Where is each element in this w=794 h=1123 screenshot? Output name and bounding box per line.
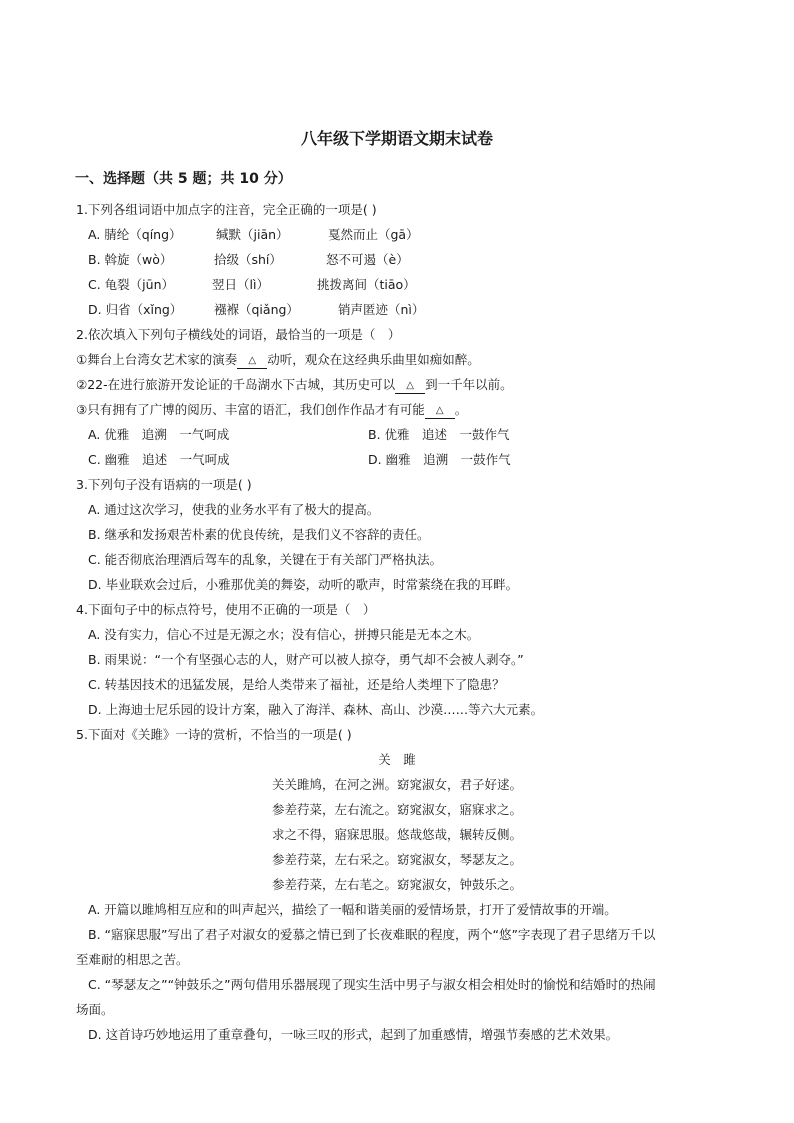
q2-blank-1[interactable] <box>237 356 267 369</box>
poem-line-1: 关关雎鸠，在河之洲。窈窕淑女，君子好逑。 <box>271 777 522 792</box>
q4-option-b[interactable]: B. 雨果说：“一个有坚强心志的人，财产可以被人掠夺，勇气却不会被人剥夺。” <box>88 652 524 667</box>
question-2-stem: 2.依次填入下列句子横线处的词语，最恰当的一项是（ ） <box>76 327 401 342</box>
poem-line-2: 参差荇菜，左右流之。窈窕淑女，寤寐求之。 <box>271 802 522 817</box>
q1-option-a[interactable] <box>88 227 419 243</box>
q2-option-d[interactable]: D. 幽雅 追溯 一鼓作气 <box>368 452 511 467</box>
question-5-stem: 5.下面对《关雎》一诗的赏析，不恰当的一项是( ) <box>76 727 352 742</box>
q1-b-part2: 拾级（shí） <box>214 252 282 267</box>
q4-option-c[interactable]: C. 转基因技术的迅猛发展，是给人类带来了福祉，还是给人类埋下了隐患？ <box>88 677 505 692</box>
q2-s3-text-after: 。 <box>454 402 468 417</box>
q3-option-d[interactable]: D. 毕业联欢会过后，小雅那优美的舞姿，动听的歌声，时常萦绕在我的耳畔。 <box>88 577 519 592</box>
q3-option-c[interactable]: C. 能否彻底治理酒后驾车的乱象，关键在于有关部门严格执法。 <box>88 552 443 567</box>
q1-a-part3: 戛然而止（gā） <box>328 227 419 242</box>
q5-option-c-line2[interactable]: 场面。 <box>76 1002 114 1017</box>
question-1-stem: 1.下列各组词语中加点字的注音，完全正确的一项是( ) <box>76 202 377 217</box>
q1-c-part3: 挑拨离间（tiāo） <box>317 277 416 292</box>
q2-option-c[interactable]: C. 幽雅 追述 一气呵成 <box>88 452 230 467</box>
q1-option-d[interactable] <box>88 302 425 318</box>
q1-d-part1: D. 归省（xǐng） <box>88 302 183 317</box>
q2-s3-text-before: ③只有拥有了广博的阅历、丰富的语汇，我们创作作品才有可能 <box>76 402 425 417</box>
q1-a-part2: 缄默（jiān） <box>216 227 289 242</box>
q2-option-b[interactable]: B. 优雅 追述 一鼓作气 <box>368 427 510 442</box>
q1-c-part1: C. 龟裂（jūn） <box>88 277 174 292</box>
poem-line-5: 参差荇菜，左右芼之。窈窕淑女，钟鼓乐之。 <box>271 877 522 892</box>
q1-a-part1: A. 腈纶（qíng） <box>88 227 182 242</box>
q5-option-b-line1[interactable]: B. “寤寐思服”写出了君子对淑女的爱慕之情已到了长夜难眠的程度，两个“悠”字表现了君子思绪万千以 <box>88 927 656 942</box>
poem-line-3: 求之不得，寤寐思服。悠哉悠哉，辗转反侧。 <box>271 827 522 842</box>
q2-s2-text-before: ②22-在进行旅游开发论证的千岛湖水下古城，其历史可以 <box>76 377 396 392</box>
q5-option-b-line2[interactable]: 至难耐的相思之苦。 <box>76 952 189 967</box>
q1-b-part1: B. 斡旋（wò） <box>88 252 173 267</box>
q5-option-c-line1[interactable]: C. “琴瑟友之”“钟鼓乐之”两句借用乐器展现了现实生活中男子与淑女相会相处时的愉悦和结婚时的热闹 <box>88 977 656 992</box>
q1-d-part3: 销声匿迹（nì） <box>338 302 425 317</box>
q4-option-a[interactable]: A. 没有实力，信心不过是无源之水；没有信心，拼搏只能是无本之木。 <box>88 627 480 642</box>
q2-blank-3[interactable] <box>425 406 455 419</box>
q3-option-b[interactable]: B. 继承和发扬艰苦朴素的优良传统，是我们义不容辞的责任。 <box>88 527 430 542</box>
question-4-stem: 4.下面句子中的标点符号，使用不正确的一项是（ ） <box>76 602 376 617</box>
q1-option-c[interactable] <box>88 277 416 293</box>
poem-title: 关 雎 <box>378 752 416 767</box>
section-heading: 一、选择题（共 5 题；共 10 分） <box>75 171 292 187</box>
q2-s1-text-before: ①舞台上台湾女艺术家的演奏 <box>76 352 238 367</box>
q1-b-part3: 怒不可遏（è） <box>326 252 409 267</box>
blank-mark-icon: △ <box>435 405 444 416</box>
q3-option-a[interactable]: A. 通过这次学习，使我的业务水平有了极大的提高。 <box>88 502 380 517</box>
page-title: 八年级下学期语文期末试卷 <box>300 129 493 148</box>
poem-line-4: 参差荇菜，左右采之。窈窕淑女，琴瑟友之。 <box>271 852 522 867</box>
q1-d-part2: 襁褓（qiǎng） <box>214 302 299 317</box>
q2-option-a[interactable]: A. 优雅 追溯 一气呵成 <box>88 427 230 442</box>
blank-mark-icon: △ <box>406 380 414 391</box>
q2-sentence-3 <box>76 402 467 419</box>
q2-s2-text-after: 到一千年以前。 <box>425 377 513 392</box>
q2-sentence-2 <box>76 377 513 394</box>
q2-sentence-1 <box>76 352 480 369</box>
q2-s1-text-after: 动听，观众在这经典乐曲里如痴如醉。 <box>267 352 480 367</box>
q4-option-d[interactable]: D. 上海迪士尼乐园的设计方案，融入了海洋、森林、高山、沙漠……等六大元素。 <box>88 702 544 717</box>
q1-option-b[interactable] <box>88 252 409 268</box>
q2-blank-2[interactable] <box>395 381 425 394</box>
question-3-stem: 3.下列句子没有语病的一项是( ) <box>76 477 252 492</box>
q1-c-part2: 翌日（lì） <box>212 277 269 292</box>
q5-option-a[interactable]: A. 开篇以雎鸠相互应和的叫声起兴，描绘了一幅和谐美丽的爱情场景，打开了爱情故事的开端。 <box>88 902 617 917</box>
q5-option-d[interactable]: D. 这首诗巧妙地运用了重章叠句，一咏三叹的形式，起到了加重感情，增强节奏感的艺术效果。 <box>88 1027 619 1042</box>
blank-mark-icon: △ <box>248 355 257 366</box>
